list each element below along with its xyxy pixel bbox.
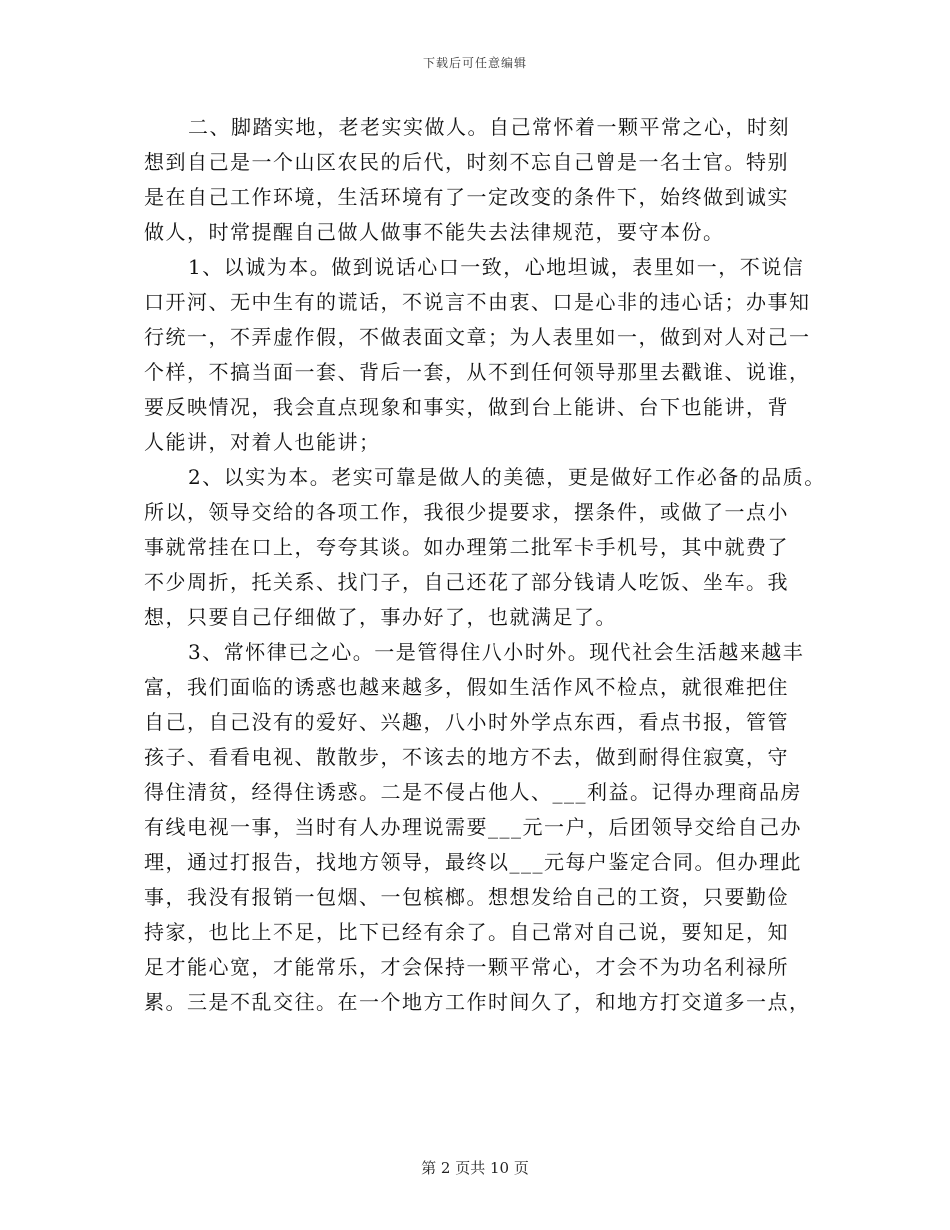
document-body [144, 110, 826, 1020]
paragraph-line: 自己，自己没有的爱好、兴趣，八小时外学点东西，看点书报，管管 [144, 710, 789, 734]
paragraph-line: 足才能心宽，才能常乐，才会保持一颗平常心，才会不为功名利禄所 [144, 955, 789, 979]
paragraph-line: 事就常挂在口上，夸夸其谈。如办理第二批军卡手机号，其中就费了 [144, 535, 789, 559]
paragraph-line: 口开河、无中生有的谎话，不说言不由衷、口是心非的违心话；办事知 [144, 290, 811, 314]
paragraph-line: 行统一，不弄虚作假，不做表面文章；为人表里如一，做到对人对己一 [144, 325, 811, 349]
paragraph-line: 富，我们面临的诱惑也越来越多，假如生活作风不检点，就很难把住 [144, 675, 789, 699]
paragraph-line: 想到自己是一个山区农民的后代，时刻不忘自己曾是一名士官。特别 [144, 150, 789, 174]
paragraph-line: 孩子、看看电视、散散步，不该去的地方不去，做到耐得住寂寞，守 [144, 745, 789, 769]
page-header: 下载后可任意编辑 [422, 56, 527, 70]
paragraph-line: 人能讲，对着人也能讲； [144, 430, 381, 454]
paragraph-line: 累。三是不乱交往。在一个地方工作时间久了，和地方打交道多一点， [144, 990, 811, 1014]
paragraph-line: 不少周折，托关系、找门子，自己还花了部分钱请人吃饭、坐车。我 [144, 570, 789, 594]
paragraph-line: 事，我没有报销一包烟、一包槟榔。想想发给自己的工资，只要勤俭 [144, 885, 789, 909]
paragraph-line: 要反映情况，我会直点现象和事实，做到台上能讲、台下也能讲，背 [144, 395, 789, 419]
paragraph-line: 理，通过打报告，找地方领导，最终以___元每户鉴定合同。但办理此 [144, 850, 802, 874]
paragraph-line: 是在自己工作环境，生活环境有了一定改变的条件下，始终做到诚实 [144, 185, 789, 209]
paragraph-line: 个样，不搞当面一套、背后一套，从不到任何领导那里去戳谁、说谁， [144, 360, 811, 384]
paragraph-line: 2、以实为本。老实可靠是做人的美德，更是做好工作必备的品质。 [188, 465, 826, 489]
paragraph-line: 想，只要自己仔细做了，事办好了，也就满足了。 [144, 605, 617, 629]
paragraph-line: 有线电视一事，当时有人办理说需要___元一户，后团领导交给自己办 [144, 815, 802, 839]
paragraph-line: 做人，时常提醒自己做人做事不能失去法律规范，要守本份。 [144, 220, 725, 244]
paragraph-line: 得住清贫，经得住诱惑。二是不侵占他人、___利益。记得办理商品房 [144, 780, 802, 804]
paragraph-line: 二、脚踏实地，老老实实做人。自己常怀着一颗平常之心，时刻 [188, 115, 790, 139]
page-number: 第 2 页共 10 页 [421, 1159, 529, 1177]
paragraph-line: 1、以诚为本。做到说话心口一致，心地坦诚，表里如一，不说信 [188, 255, 805, 279]
paragraph-line: 持家，也比上不足，比下已经有余了。自己常对自己说，要知足，知 [144, 920, 789, 944]
paragraph-line: 所以，领导交给的各项工作，我很少提要求，摆条件，或做了一点小 [144, 500, 789, 524]
paragraph-line: 3、常怀律已之心。一是管得住八小时外。现代社会生活越来越丰 [188, 640, 805, 664]
